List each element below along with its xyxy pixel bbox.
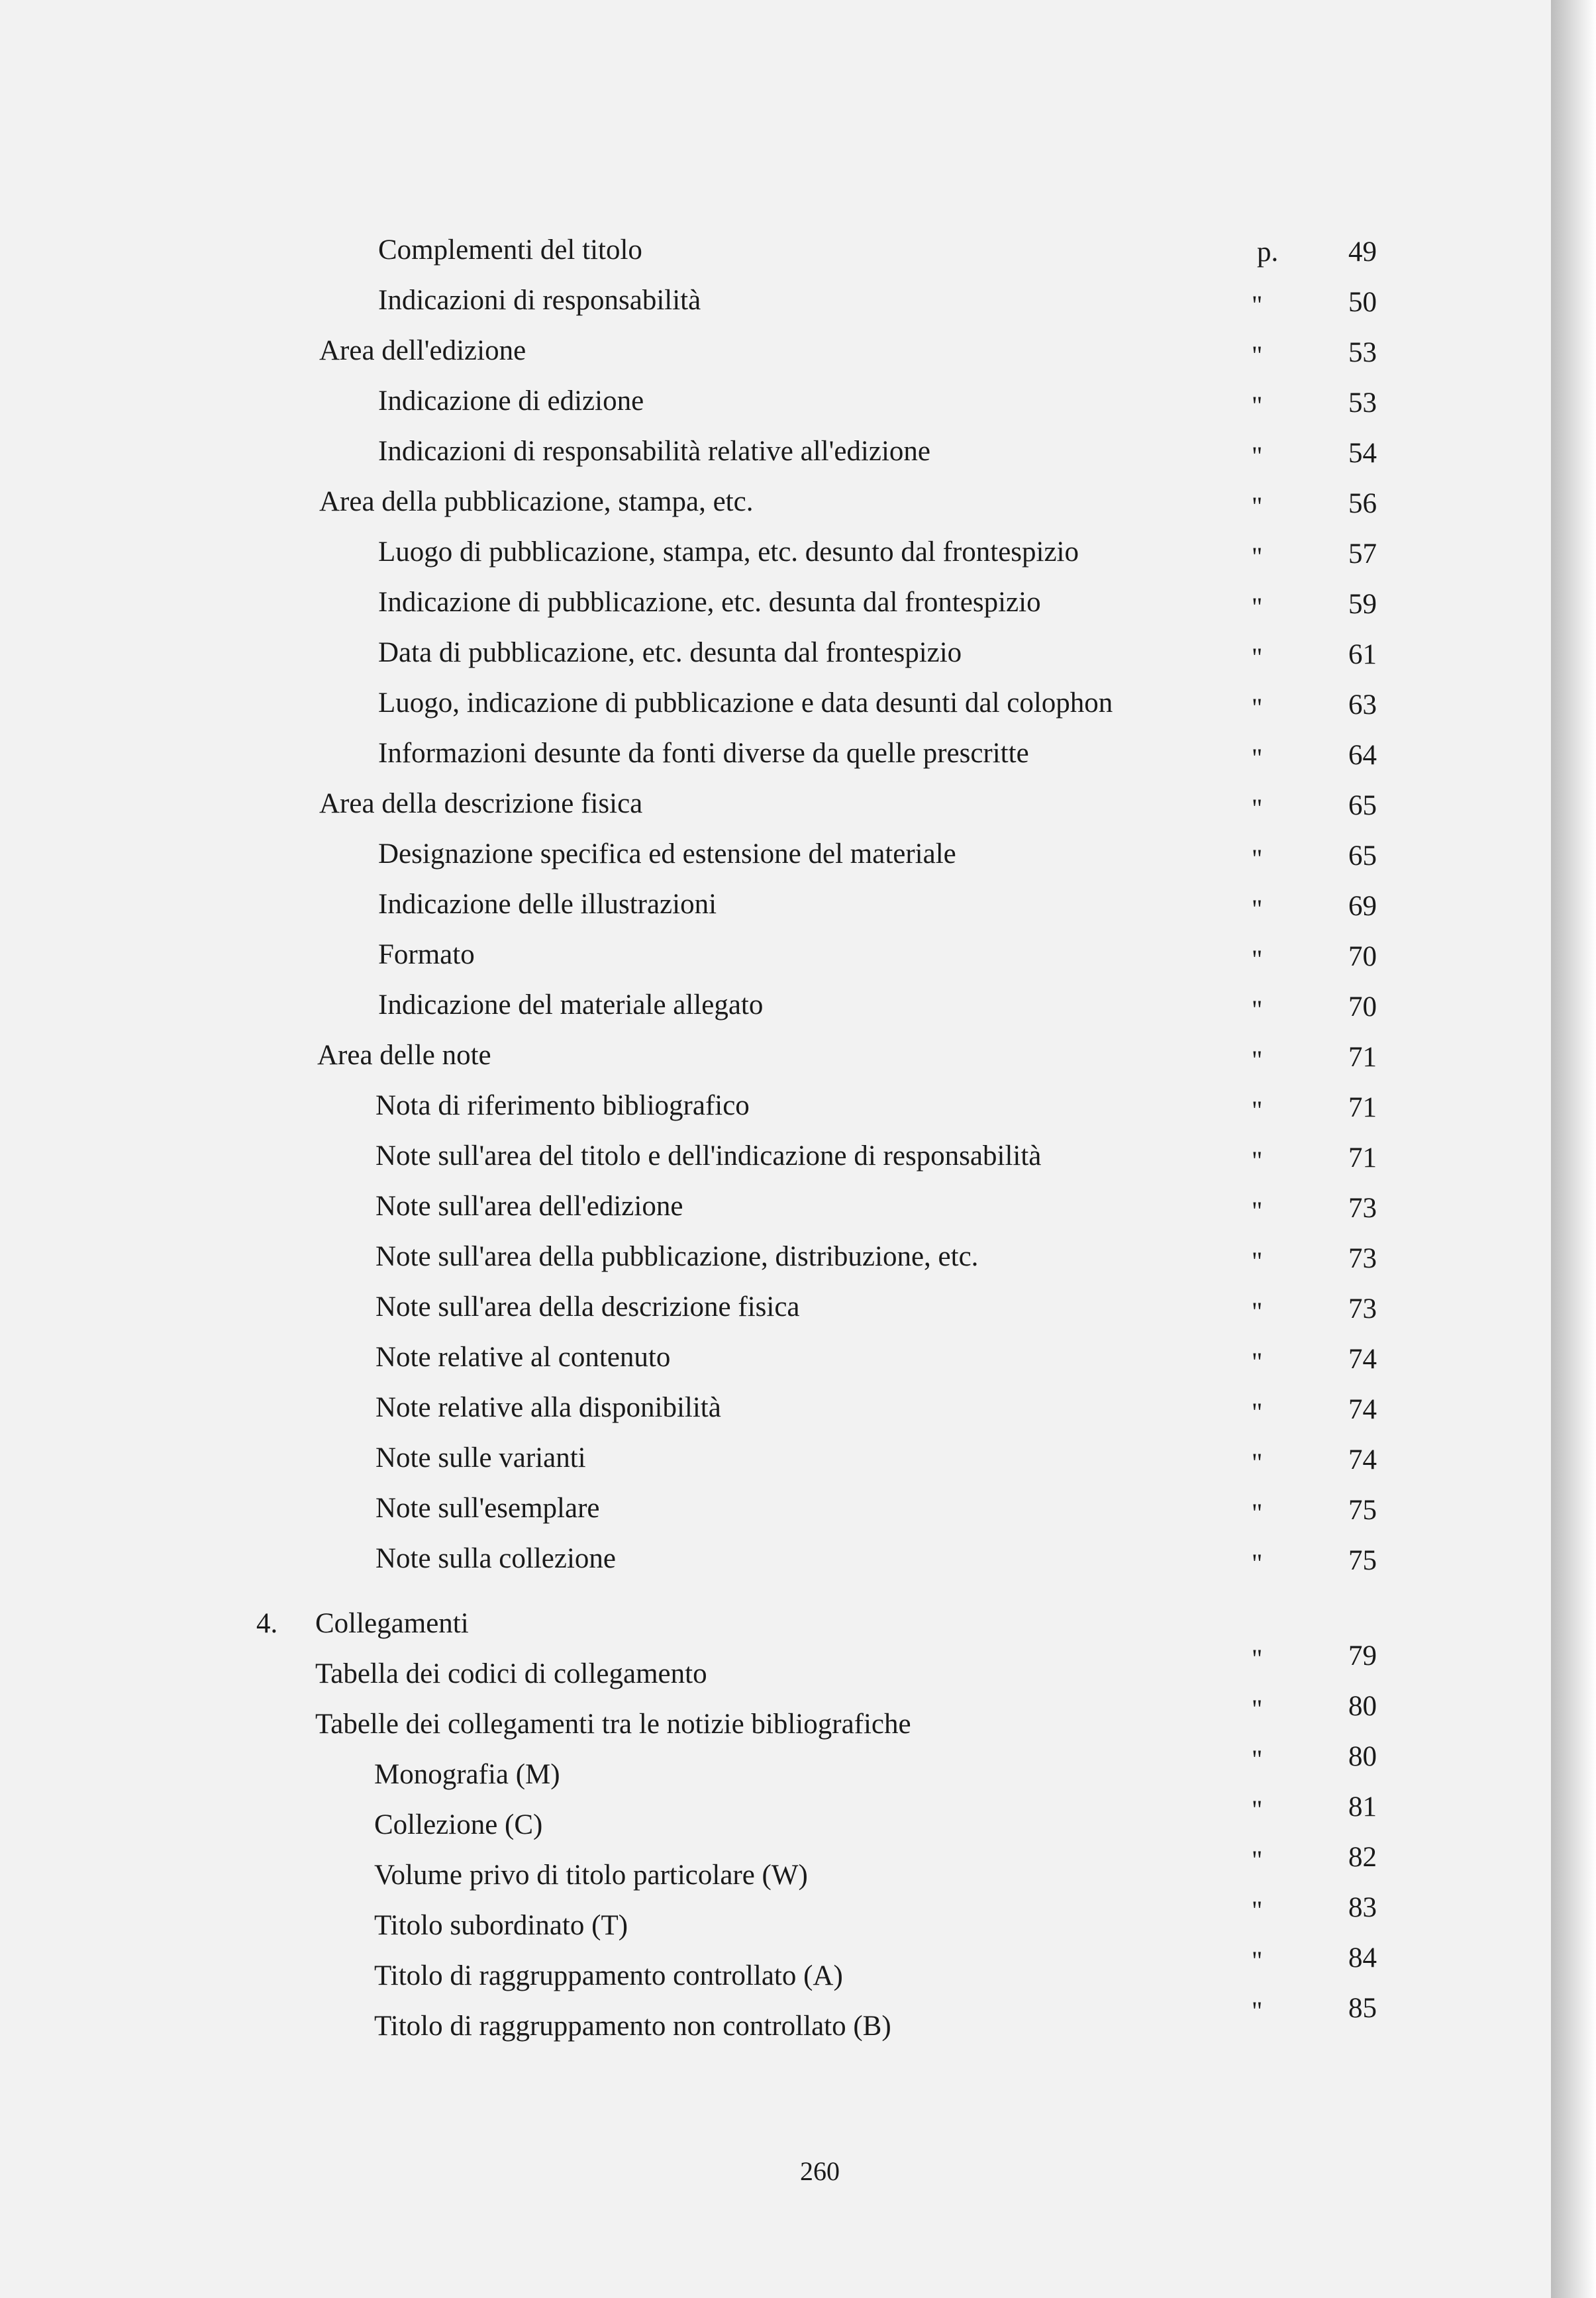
toc-entry-label: Note sulla collezione <box>375 1543 616 1574</box>
toc-entry-page: 53 <box>1348 387 1377 419</box>
ditto-mark: " <box>1252 1397 1263 1427</box>
toc-entry-page: 70 <box>1348 991 1377 1023</box>
toc-entry-page: 65 <box>1348 840 1377 872</box>
toc-entry-label: Data di pubblicazione, etc. desunta dal frontespizio <box>378 637 962 668</box>
toc-entry-label: Indicazione di edizione <box>378 385 644 417</box>
toc-entry-label: Titolo di raggruppamento non controllato (B) <box>374 2011 891 2042</box>
toc-entry-page: 80 <box>1348 1741 1377 1772</box>
toc-entry-label: Tabella dei codici di collegamento <box>315 1658 707 1689</box>
ditto-mark: " <box>1252 340 1263 370</box>
ditto-mark: " <box>1252 1347 1263 1377</box>
ditto-mark: " <box>1252 995 1263 1024</box>
page-marker: p. <box>1257 236 1279 268</box>
toc-entry-page: 56 <box>1348 488 1377 519</box>
toc-entry-page: 71 <box>1348 1142 1377 1174</box>
ditto-mark: " <box>1252 1297 1263 1326</box>
toc-entry-label: Indicazioni di responsabilità <box>378 285 701 316</box>
toc-entry-page: 75 <box>1348 1545 1377 1576</box>
toc-entry-page: 57 <box>1348 538 1377 570</box>
toc-entry-label: Designazione specifica ed estensione del materiale <box>378 838 956 870</box>
toc-entry-page: 75 <box>1348 1495 1377 1526</box>
toc-entry-page: 83 <box>1348 1892 1377 1923</box>
toc-entry-page: 73 <box>1348 1243 1377 1274</box>
section-number: 4. <box>256 1608 278 1639</box>
ditto-mark: " <box>1252 743 1263 773</box>
ditto-mark: " <box>1252 693 1263 723</box>
ditto-mark: " <box>1252 1045 1263 1075</box>
toc-entry-label: Note relative al contenuto <box>375 1342 671 1373</box>
ditto-mark: " <box>1252 844 1263 874</box>
toc-entry-label: Monografia (M) <box>374 1759 560 1790</box>
ditto-mark: " <box>1252 1644 1263 1674</box>
toc-entry-page: 63 <box>1348 689 1377 721</box>
toc-entry-page: 80 <box>1348 1691 1377 1722</box>
toc-entry-page: 81 <box>1348 1791 1377 1823</box>
toc-entry-page: 59 <box>1348 589 1377 620</box>
toc-entry-label: Indicazione di pubblicazione, etc. desunta dal frontespizio <box>378 587 1041 618</box>
toc-entry-page: 82 <box>1348 1842 1377 1873</box>
ditto-mark: " <box>1252 894 1263 924</box>
toc-entry-page: 74 <box>1348 1344 1377 1375</box>
ditto-mark: " <box>1252 1845 1263 1875</box>
toc-entry-label: Area dell'edizione <box>319 335 526 366</box>
ditto-mark: " <box>1252 1246 1263 1276</box>
toc-entry-label: Volume privo di titolo particolare (W) <box>374 1860 808 1891</box>
ditto-mark: " <box>1252 1548 1263 1578</box>
toc-entry-label: Collezione (C) <box>374 1809 543 1840</box>
toc-entry-label: Note sull'area della pubblicazione, distribuzione, etc. <box>375 1241 979 1272</box>
toc-entry-page: 73 <box>1348 1193 1377 1224</box>
ditto-mark: " <box>1252 1196 1263 1226</box>
toc-entry-page: 84 <box>1348 1942 1377 1973</box>
toc-entry-page: 69 <box>1348 891 1377 922</box>
toc-entry-label: Indicazioni di responsabilità relative all'edizione <box>378 436 930 467</box>
page-number: 260 <box>800 2156 840 2186</box>
toc-entry-label: Indicazione delle illustrazioni <box>378 889 717 920</box>
toc-entry-label: Note sull'area della descrizione fisica <box>375 1291 800 1323</box>
toc-entry-page: 79 <box>1348 1640 1377 1672</box>
toc-entry-label: Luogo, indicazione di pubblicazione e data desunti dal colophon <box>378 687 1113 719</box>
toc-entry-label: Note relative alla disponibilità <box>375 1392 721 1423</box>
toc-entry-page: 85 <box>1348 1993 1377 2024</box>
ditto-mark: " <box>1252 491 1263 521</box>
ditto-mark: " <box>1252 1498 1263 1528</box>
toc-entry-page: 70 <box>1348 941 1377 972</box>
page-edge-shadow <box>1551 0 1596 2298</box>
toc-entry-page: 64 <box>1348 740 1377 771</box>
toc-entry-page: 61 <box>1348 639 1377 670</box>
toc-entry-label: Tabelle dei collegamenti tra le notizie bibliografiche <box>315 1709 911 1740</box>
toc-entry-label: Indicazione del materiale allegato <box>378 989 764 1021</box>
toc-entry-label: Informazioni desunte da fonti diverse da quelle prescritte <box>378 738 1029 769</box>
toc-entry-label: Note sull'esemplare <box>375 1493 600 1524</box>
ditto-mark: " <box>1252 1946 1263 1975</box>
toc-entry-label: Formato <box>378 939 475 970</box>
section-title: Collegamenti <box>315 1608 469 1639</box>
toc-entry-label: Luogo di pubblicazione, stampa, etc. desunto dal frontespizio <box>378 536 1079 568</box>
ditto-mark: " <box>1252 1895 1263 1925</box>
ditto-mark: " <box>1252 290 1263 320</box>
toc-entry-page: 74 <box>1348 1394 1377 1425</box>
toc-entry-page: 54 <box>1348 438 1377 469</box>
toc-entry-page: 65 <box>1348 790 1377 821</box>
toc-entry-page: 50 <box>1348 287 1377 318</box>
ditto-mark: " <box>1252 1448 1263 1477</box>
ditto-mark: " <box>1252 1694 1263 1724</box>
toc-entry-label: Note sulle varianti <box>375 1442 586 1474</box>
toc-entry-label: Titolo di raggruppamento controllato (A) <box>374 1960 843 1991</box>
ditto-mark: " <box>1252 1795 1263 1824</box>
toc-entry-label: Area delle note <box>317 1040 491 1071</box>
toc-entry-page: 71 <box>1348 1042 1377 1073</box>
ditto-mark: " <box>1252 642 1263 672</box>
ditto-mark: " <box>1252 441 1263 471</box>
toc-entry-label: Area della descrizione fisica <box>319 788 643 819</box>
toc-entry-label: Titolo subordinato (T) <box>374 1910 628 1941</box>
ditto-mark: " <box>1252 944 1263 974</box>
toc-entry-page: 71 <box>1348 1092 1377 1123</box>
ditto-mark: " <box>1252 592 1263 622</box>
toc-entry-label: Nota di riferimento bibliografico <box>375 1090 750 1121</box>
toc-entry-label: Complementi del titolo <box>378 234 642 266</box>
toc-entry-page: 74 <box>1348 1444 1377 1475</box>
ditto-mark: " <box>1252 542 1263 572</box>
ditto-mark: " <box>1252 1744 1263 1774</box>
ditto-mark: " <box>1252 391 1263 421</box>
toc-entry-page: 49 <box>1348 236 1377 268</box>
ditto-mark: " <box>1252 1146 1263 1175</box>
toc-entry-page: 53 <box>1348 337 1377 368</box>
toc-entry-label: Note sull'area dell'edizione <box>375 1191 683 1222</box>
ditto-mark: " <box>1252 793 1263 823</box>
toc-entry-label: Area della pubblicazione, stampa, etc. <box>319 486 754 517</box>
toc-entry-page: 73 <box>1348 1293 1377 1324</box>
ditto-mark: " <box>1252 1996 1263 2026</box>
toc-entry-label: Note sull'area del titolo e dell'indicazione di responsabilità <box>375 1140 1042 1172</box>
ditto-mark: " <box>1252 1095 1263 1125</box>
